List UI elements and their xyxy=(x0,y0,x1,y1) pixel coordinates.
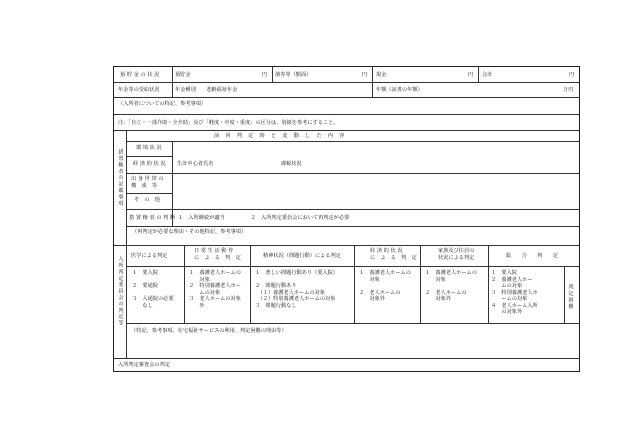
medical-options: １ 要入院 ２ 要通院 ３ 入通院の必要 なし xyxy=(132,270,174,309)
medical-judgment-header: 医学による判定 xyxy=(131,253,168,259)
total-label: 合計 xyxy=(482,72,493,78)
classification-note: 注：「自立・一部介助・全介助」及び「軽度・中度・重度」の区分は、別紙を参考にすること。 xyxy=(118,120,339,126)
mental-judgment-header: 精神状況（問題行動）による判定 xyxy=(263,253,341,259)
difficult-judgment-label: 判定困難 xyxy=(567,284,574,310)
household-label: 出 身 世 帯 の 構 成 等 xyxy=(131,176,164,189)
resident-notes-row xyxy=(114,98,579,115)
total-unit: 円 xyxy=(569,72,575,78)
family-options: １ 養護老人ホームの 対象 ２ 老人ホームの 対象外 xyxy=(425,270,477,302)
cash-label: 現金 xyxy=(376,72,387,78)
family-judgment-header: 家族及び住居の 状況による判定 xyxy=(438,248,475,261)
adl-options: １ 養護老人ホームの 対象 ２ 特別養護老人ホー ムの対象 ３ 老人ホームの対象 外 xyxy=(189,270,241,309)
overall-judgment-header: 総 合 判 定 xyxy=(506,253,558,259)
authority-section xyxy=(114,131,579,246)
changes-header: 前 回 判 定 時 と 変 動 し た 内 容 xyxy=(214,133,345,139)
committee-section xyxy=(114,246,579,359)
savings-status-label: 預 貯 金 の 状 況 xyxy=(120,72,160,78)
adl-judgment-header: 日 常 生 活 動 作 に よ る 判 定 xyxy=(194,248,241,261)
mental-options: １ 著しい問題行動あり（要入院） ２ 問題行動あり （１）養護老人ホームの対象 （２）特別養護老人ホームの対象 ３ 問題行動なし xyxy=(255,270,339,309)
economic-label: 経 済 的 状 況 xyxy=(133,161,166,167)
cash-unit: 円 xyxy=(468,72,474,78)
assessment-form xyxy=(113,66,580,372)
authority-decision-label: 措 置 権 者 の 判 断 xyxy=(129,215,176,221)
economic-judgment-header: 経 済 的 状 況 に よ る 判 定 xyxy=(370,248,417,261)
annual-amount-label: 年額（証書の年額） xyxy=(376,87,423,93)
deposit-label: 預貯金 xyxy=(175,72,191,78)
other-label: そ の 他 xyxy=(134,197,160,203)
bonds-unit: 円 xyxy=(362,72,368,78)
pension-row xyxy=(114,83,579,98)
note-row xyxy=(114,115,579,131)
authority-side-label: 措置権者の記載事項 xyxy=(117,149,124,207)
authority-decision-options: １ 入所継続が適当 ２ 入所判定委員会において再判定が必要 xyxy=(178,215,350,221)
council-judgment-label: 入所判定審査会の判定 xyxy=(118,362,170,368)
pension-label: 年金等の受給状況 xyxy=(118,87,160,93)
bonds-label: 債券等（額面） xyxy=(275,72,312,78)
overall-options: １ 要入院 ２ 養護老人ホー ムの対象 ３ 特別養護老人ホ ームの対象 ４ 老人ホーム入所 の対象外 xyxy=(491,270,538,315)
savings-row xyxy=(114,67,579,83)
economic-options: １ 養護老人ホームの 対象 ２ 老人ホームの 対象外 xyxy=(359,270,411,302)
economic-detail: 生計中心者氏名 課税状況 xyxy=(177,161,302,167)
rejudge-reason: （再判定が必要な理由・その他特記、参考事項） xyxy=(132,229,247,235)
annual-amount-unit: 万円 xyxy=(563,87,574,93)
environment-label: 環 境 状 況 xyxy=(136,145,162,151)
committee-special-notes: （特記、参考事項、在宅福祉サービスの利用、判定困難の理由等） xyxy=(131,328,287,334)
pension-type: 年金種別 老齢福祉年金 xyxy=(175,87,238,93)
committee-side-label: 入所判定委員会の判定等 xyxy=(117,256,124,327)
resident-notes-label: （入所者についての特記、参考事項） xyxy=(118,101,207,107)
deposit-unit: 円 xyxy=(262,72,268,78)
